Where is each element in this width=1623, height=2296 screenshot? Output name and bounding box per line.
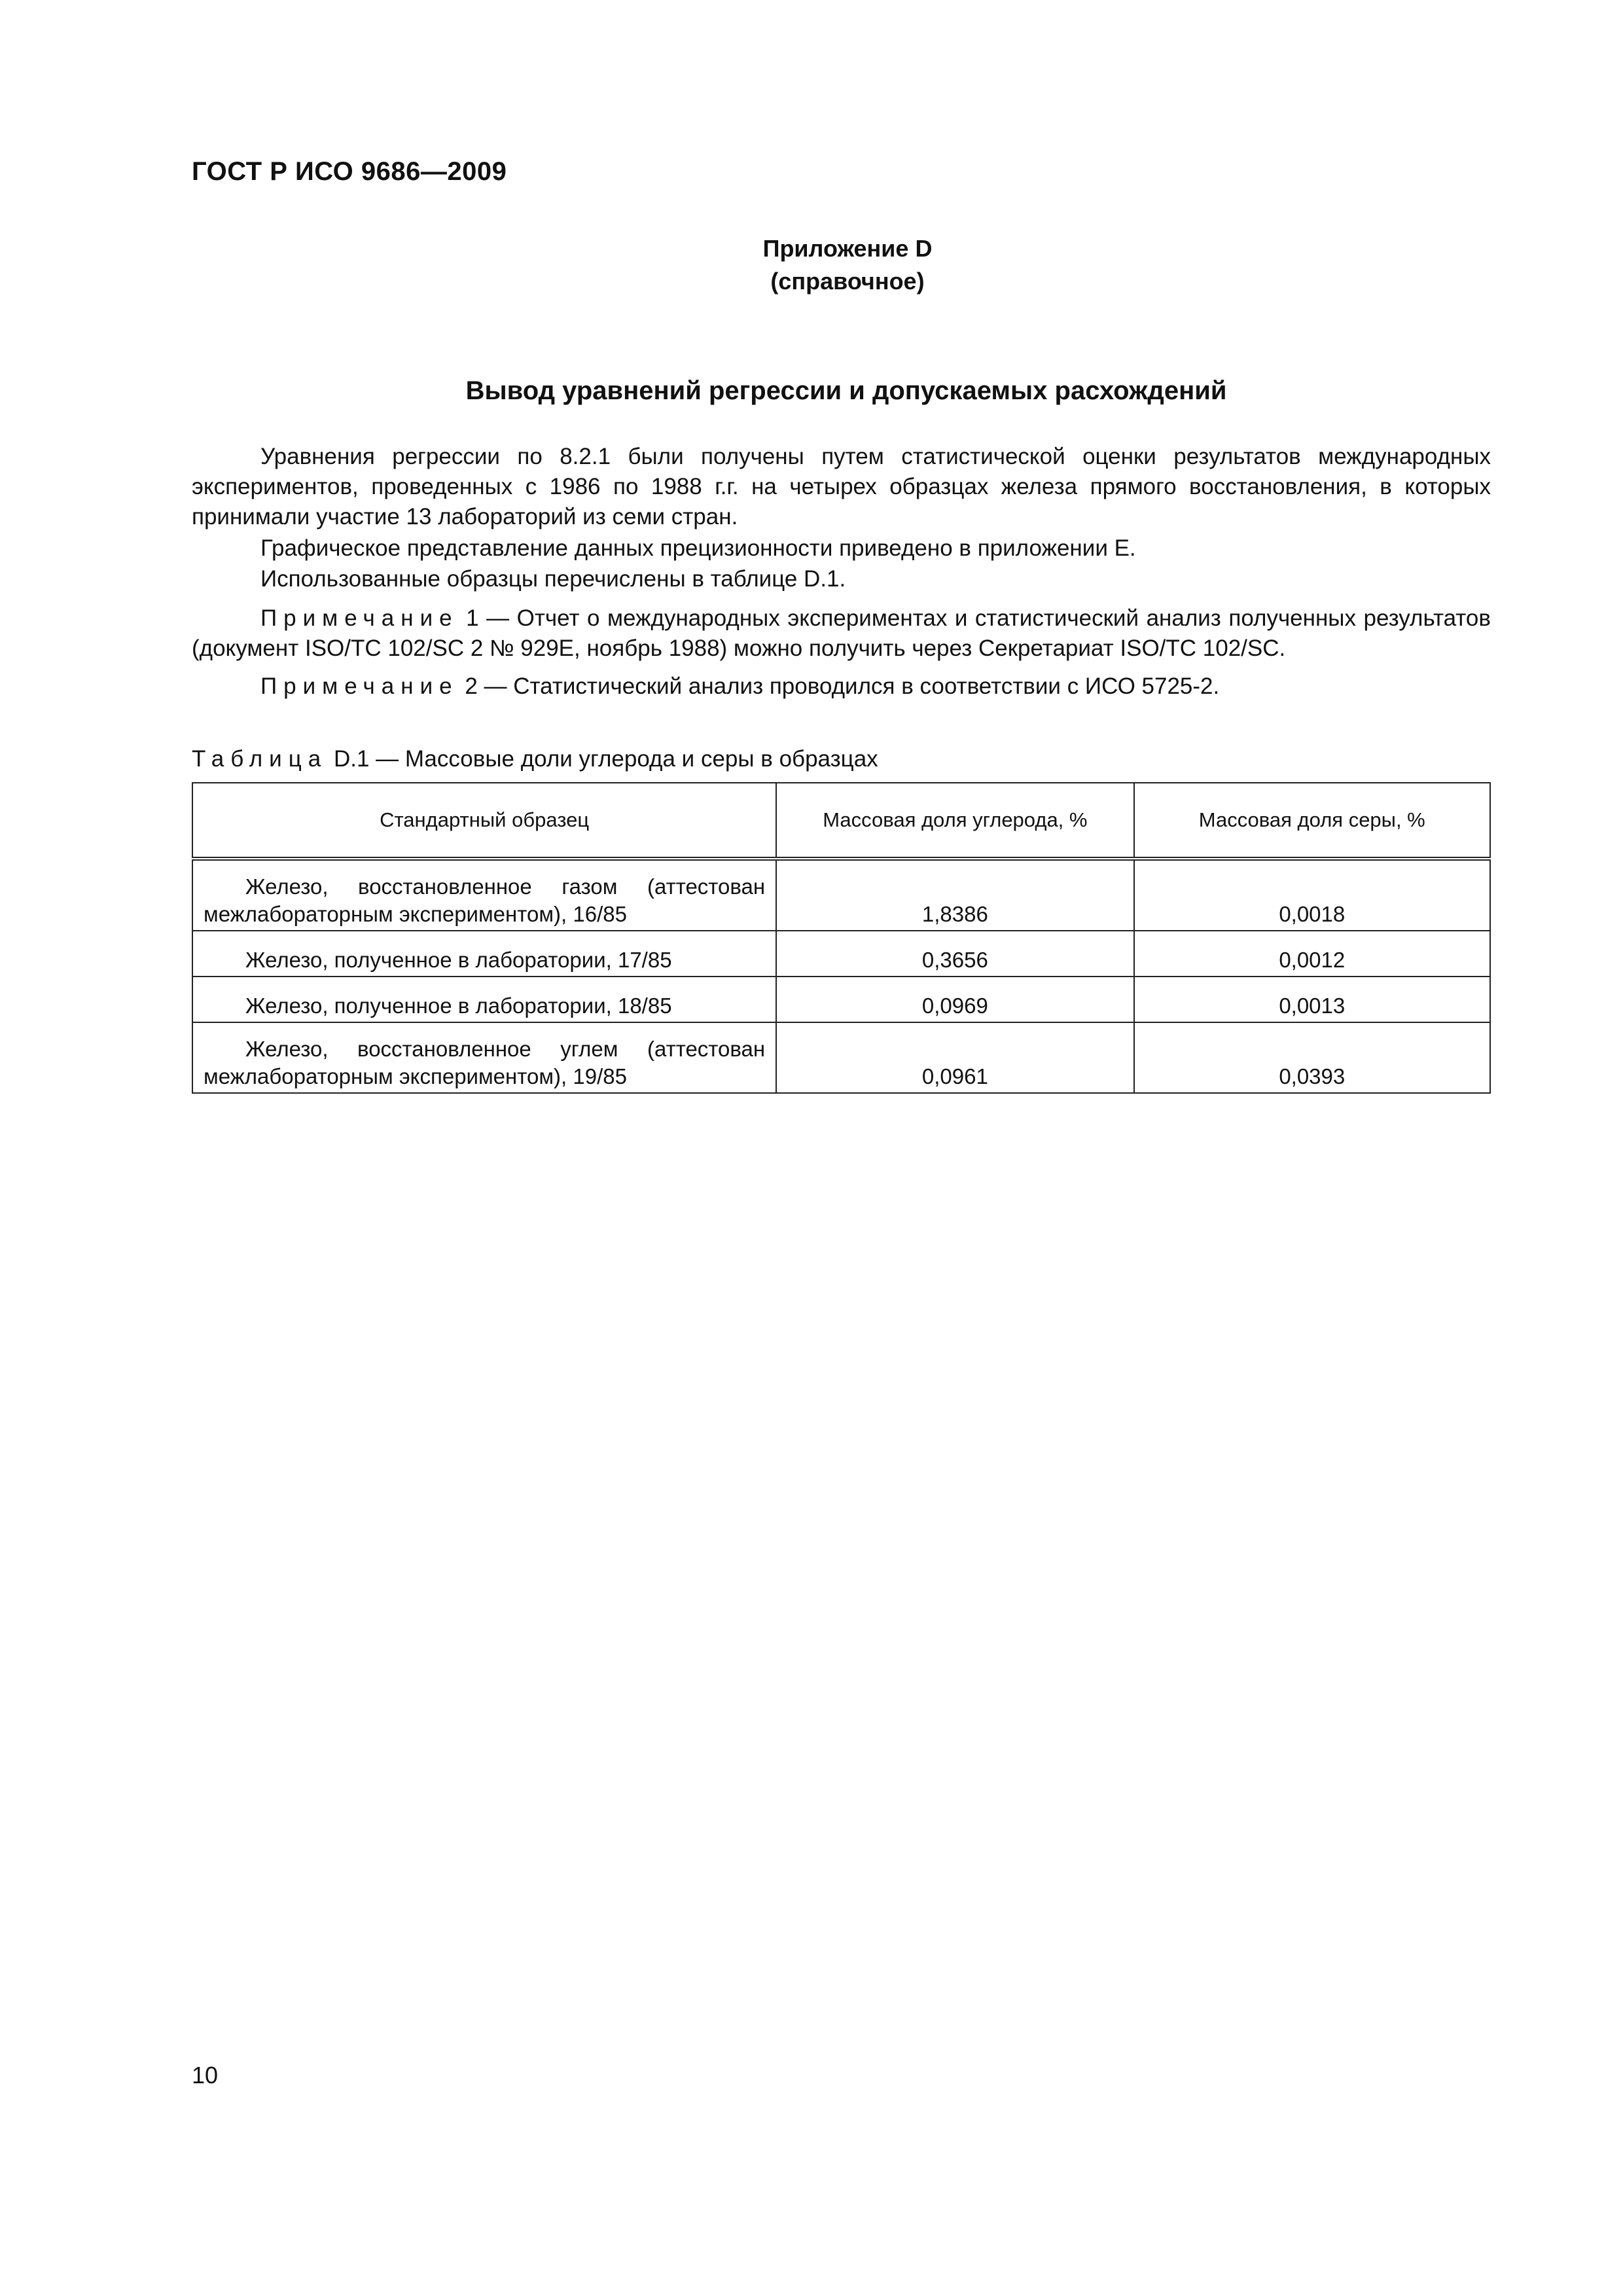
- note-2: [192, 672, 1491, 702]
- paragraph-graphics: [192, 533, 1491, 564]
- cell-sample: [192, 977, 776, 1022]
- cell-carbon: 0,3656: [776, 931, 1133, 977]
- note-text: 2 — Статистический анализ проводился в соответствии с ИСО 5725-2.: [465, 673, 1220, 699]
- annex-type: (справочное): [770, 268, 925, 295]
- section-title: Вывод уравнений регрессии и допускаемых расхождений: [465, 376, 1227, 405]
- cell-sample-text: Железо, полученное в лаборатории, 17/85: [245, 948, 672, 972]
- note-1: [192, 603, 1491, 664]
- cell-sulfur: 0,0018: [1134, 859, 1490, 931]
- cell-sample-text: Железо, восстановленное углем (аттестован межлабораторным экспериментом), 19/85: [204, 1037, 766, 1088]
- cell-carbon: 1,8386: [776, 859, 1133, 931]
- cell-sulfur: 0,0013: [1134, 977, 1490, 1022]
- note-text: 1 — Отчет о международных экспериментах и статистический анализ полученных результатов (документ ISO/TC 102/SC 2 № 929E, ноябрь 1988) можно получить через Секретариат ISO/TC 102/SC.: [192, 605, 1491, 661]
- table-row: [192, 977, 1490, 1022]
- paragraph-text: Графическое представление данных прецизионности приведено в приложении Е.: [260, 535, 1136, 561]
- note-label: Примечание: [260, 673, 459, 699]
- paragraph-regression: [192, 442, 1491, 532]
- samples-table: [192, 782, 1491, 1094]
- table-header-row: [192, 783, 1490, 859]
- table-row: [192, 931, 1490, 977]
- cell-sample: [192, 1022, 776, 1093]
- cell-carbon: 0,0969: [776, 977, 1133, 1022]
- paragraph-samples: [192, 564, 1491, 594]
- paragraph-text: Уравнения регрессии по 8.2.1 были получены путем статистической оценки результатов международных экспериментов, проведенных с 1986 по 1988 г.г. на четырех образцах железа прямого восстановления, в которых принимали участие 13 лабораторий из семи стран.: [192, 444, 1491, 529]
- cell-sample-text: Железо, восстановленное газом (аттестован межлабораторным экспериментом), 16/85: [204, 874, 766, 926]
- page-number: 10: [192, 2062, 219, 2089]
- paragraph-text: Использованные образцы перечислены в таблице D.1.: [260, 566, 846, 592]
- cell-carbon: 0,0961: [776, 1022, 1133, 1093]
- cell-sample: [192, 931, 776, 977]
- table-row: [192, 1022, 1490, 1093]
- column-header-sulfur: Массовая доля серы, %: [1134, 783, 1490, 859]
- cell-sulfur: 0,0393: [1134, 1022, 1490, 1093]
- cell-sample: [192, 859, 776, 931]
- table-row: [192, 859, 1490, 931]
- document-header: ГОСТ Р ИСО 9686—2009: [192, 157, 507, 186]
- column-header-carbon: Массовая доля углерода, %: [776, 783, 1133, 859]
- table-caption: [192, 746, 878, 772]
- table-caption-label: Таблица: [192, 746, 328, 772]
- cell-sample-text: Железо, полученное в лаборатории, 18/85: [245, 994, 672, 1018]
- note-label: Примечание: [260, 605, 459, 631]
- table-caption-text: D.1 — Массовые доли углерода и серы в образцах: [333, 746, 878, 772]
- annex-title: Приложение D: [762, 235, 933, 262]
- cell-sulfur: 0,0012: [1134, 931, 1490, 977]
- column-header-sample: Стандартный образец: [192, 783, 776, 859]
